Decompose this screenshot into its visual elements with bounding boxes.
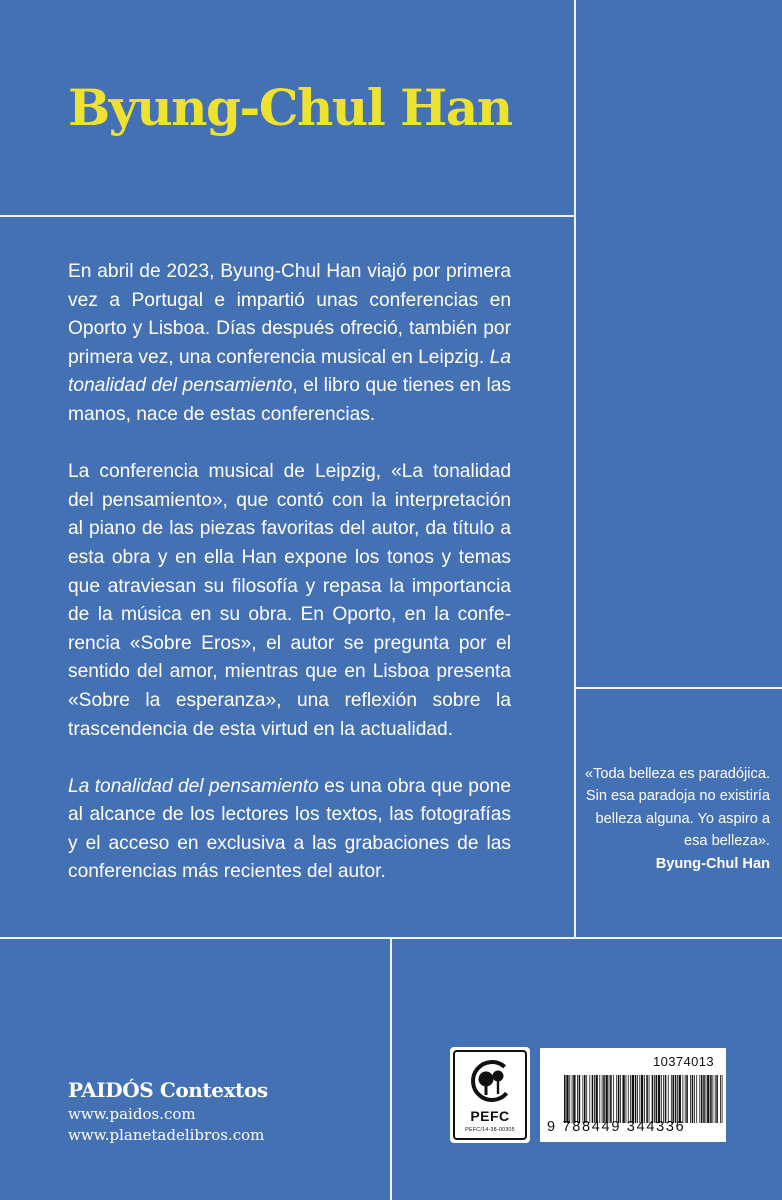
barcode-bar [603, 1075, 605, 1123]
barcode-bar [707, 1075, 709, 1123]
barcode-bar [685, 1075, 686, 1123]
barcode-bar [686, 1075, 688, 1123]
barcode-bars [564, 1075, 724, 1123]
barcode-bar [610, 1075, 612, 1123]
publisher-imprint [68, 1076, 268, 1146]
barcode-bar [632, 1075, 634, 1123]
publisher-url-planeta: www.planetadelibros.com [68, 1126, 265, 1144]
barcode-bar [566, 1075, 568, 1123]
barcode-bar [628, 1075, 629, 1123]
barcode-bar [682, 1075, 683, 1123]
barcode-bar [586, 1075, 587, 1123]
barcode-bar [569, 1075, 570, 1123]
barcode-bar [690, 1075, 691, 1123]
blurb-paragraph-2: La conferencia musical de Leipzig, «La tonalidad del pensamiento», que contó con la interpretación al piano de las piezas favoritas del autor, da título a esta obra y en ella Han expone los tonos y temas que atraviesan su filosofía y repasa la importancia de la música en su obra. En Oporto, en la conferencia «Sobre Eros», el autor se pregunta por el sentido del amor, mientras que en Lisboa presenta «Sobre la esperanza», una reflexión sobre la trascendencia de esta virtud en la actualidad. [68, 461, 511, 740]
barcode-bar [626, 1075, 627, 1123]
barcode-bar [564, 1075, 566, 1123]
barcode-bar [716, 1075, 718, 1123]
barcode-bar [596, 1075, 598, 1123]
pefc-label: PEFC [470, 1108, 510, 1124]
barcode-bar [656, 1075, 658, 1123]
publisher-name: PAIDÓS Contextos [68, 1078, 268, 1102]
barcode-bar [630, 1075, 631, 1123]
internal-code: 10374013 [652, 1054, 714, 1069]
barcode-bar [594, 1075, 595, 1123]
barcode-bar [589, 1075, 590, 1123]
quote-author: Byung-Chul Han [655, 855, 770, 872]
barcode-bar [652, 1075, 654, 1123]
author-quote [565, 763, 770, 875]
barcode-bar [572, 1075, 573, 1123]
barcode-bar [677, 1075, 678, 1123]
barcode-bar [668, 1075, 669, 1123]
quote-line: «Toda belleza es paradójica. [585, 766, 770, 782]
pefc-certification-badge [450, 1047, 530, 1143]
blurb-paragraph-3: La tonalidad del pensamiento es una obra que pone al alcance de los lectores los textos, las fotografías y el acceso en exclusiva a las grabaciones de las conferencias más recientes del autor. [68, 775, 511, 883]
barcode-bar [646, 1075, 648, 1123]
barcode-bar [609, 1075, 610, 1123]
barcode-bar [712, 1075, 713, 1123]
isbn-digits: 9 788449 344336 [547, 1119, 686, 1135]
barcode-bar [579, 1075, 581, 1123]
barcode-bar [671, 1075, 672, 1123]
author-title: Byung-Chul Han [68, 78, 512, 137]
barcode-bar [706, 1075, 707, 1123]
book-title-italic: La tonalidad del pensamiento [68, 346, 511, 397]
barcode-bar [635, 1075, 637, 1123]
barcode-bar [641, 1075, 643, 1123]
barcode-bar [663, 1075, 664, 1123]
divider-horizontal-quote [575, 687, 782, 689]
barcode-bar [622, 1075, 624, 1123]
barcode-bar [606, 1075, 608, 1123]
barcode-bar [577, 1075, 578, 1123]
book-title-italic: La tonalidad del pensamiento [68, 775, 319, 797]
barcode-bar [639, 1075, 640, 1123]
barcode-bar [703, 1075, 705, 1123]
barcode-bar [618, 1075, 620, 1123]
barcode-bar [661, 1075, 662, 1123]
barcode-bar [573, 1075, 575, 1123]
barcode-bar [715, 1075, 716, 1123]
barcode-bar [722, 1075, 723, 1123]
blurb-paragraph-1: En abril de 2023, Byung-Chul Han viajó por primera vez a Portugal e impartió unas conferencias en Oporto y Lisboa. Días después ofreció, también por primera vez, una conferencia musical en Leipzig. La tonalidad del pensamiento, el libro que tienes en las manos, nace de estas conferencias. [68, 261, 511, 425]
barcode-bar [699, 1075, 700, 1123]
barcode-bar [692, 1075, 694, 1123]
publisher-url: www.paidos.com [68, 1105, 196, 1123]
barcode-bar [584, 1075, 586, 1123]
barcode-bar [582, 1075, 583, 1123]
quote-line: esa belleza». [683, 833, 770, 850]
barcode-bar [694, 1075, 695, 1123]
quote-line: Sin esa paradoja no existiría [585, 788, 770, 805]
pefc-tree-logo-icon [469, 1058, 515, 1104]
barcode-bar [637, 1075, 638, 1123]
isbn-barcode [540, 1048, 726, 1142]
divider-vertical-bottom [390, 938, 392, 1200]
barcode-bar [592, 1075, 594, 1123]
barcode-bar [672, 1075, 674, 1123]
divider-horizontal-title [0, 215, 575, 217]
barcode-bar [665, 1075, 667, 1123]
barcode-bar [675, 1075, 677, 1123]
barcode-bar [654, 1075, 655, 1123]
quote-line: belleza alguna. Yo aspiro a [595, 810, 770, 827]
barcode-bar [679, 1075, 681, 1123]
barcode-bar [701, 1075, 703, 1123]
barcode-bar [710, 1075, 712, 1123]
blurb-text [68, 258, 511, 916]
barcode-bar [649, 1075, 650, 1123]
barcode-bar [644, 1075, 645, 1123]
barcode-bar [696, 1075, 697, 1123]
barcode-bar [616, 1075, 617, 1123]
barcode-bar [658, 1075, 660, 1123]
barcode-bar [613, 1075, 614, 1123]
pefc-code: PEFC/14-38-00305 [465, 1127, 515, 1133]
barcode-bar [602, 1075, 603, 1123]
barcode-bar [599, 1075, 600, 1123]
barcode-bar [620, 1075, 621, 1123]
barcode-bar [720, 1075, 721, 1123]
